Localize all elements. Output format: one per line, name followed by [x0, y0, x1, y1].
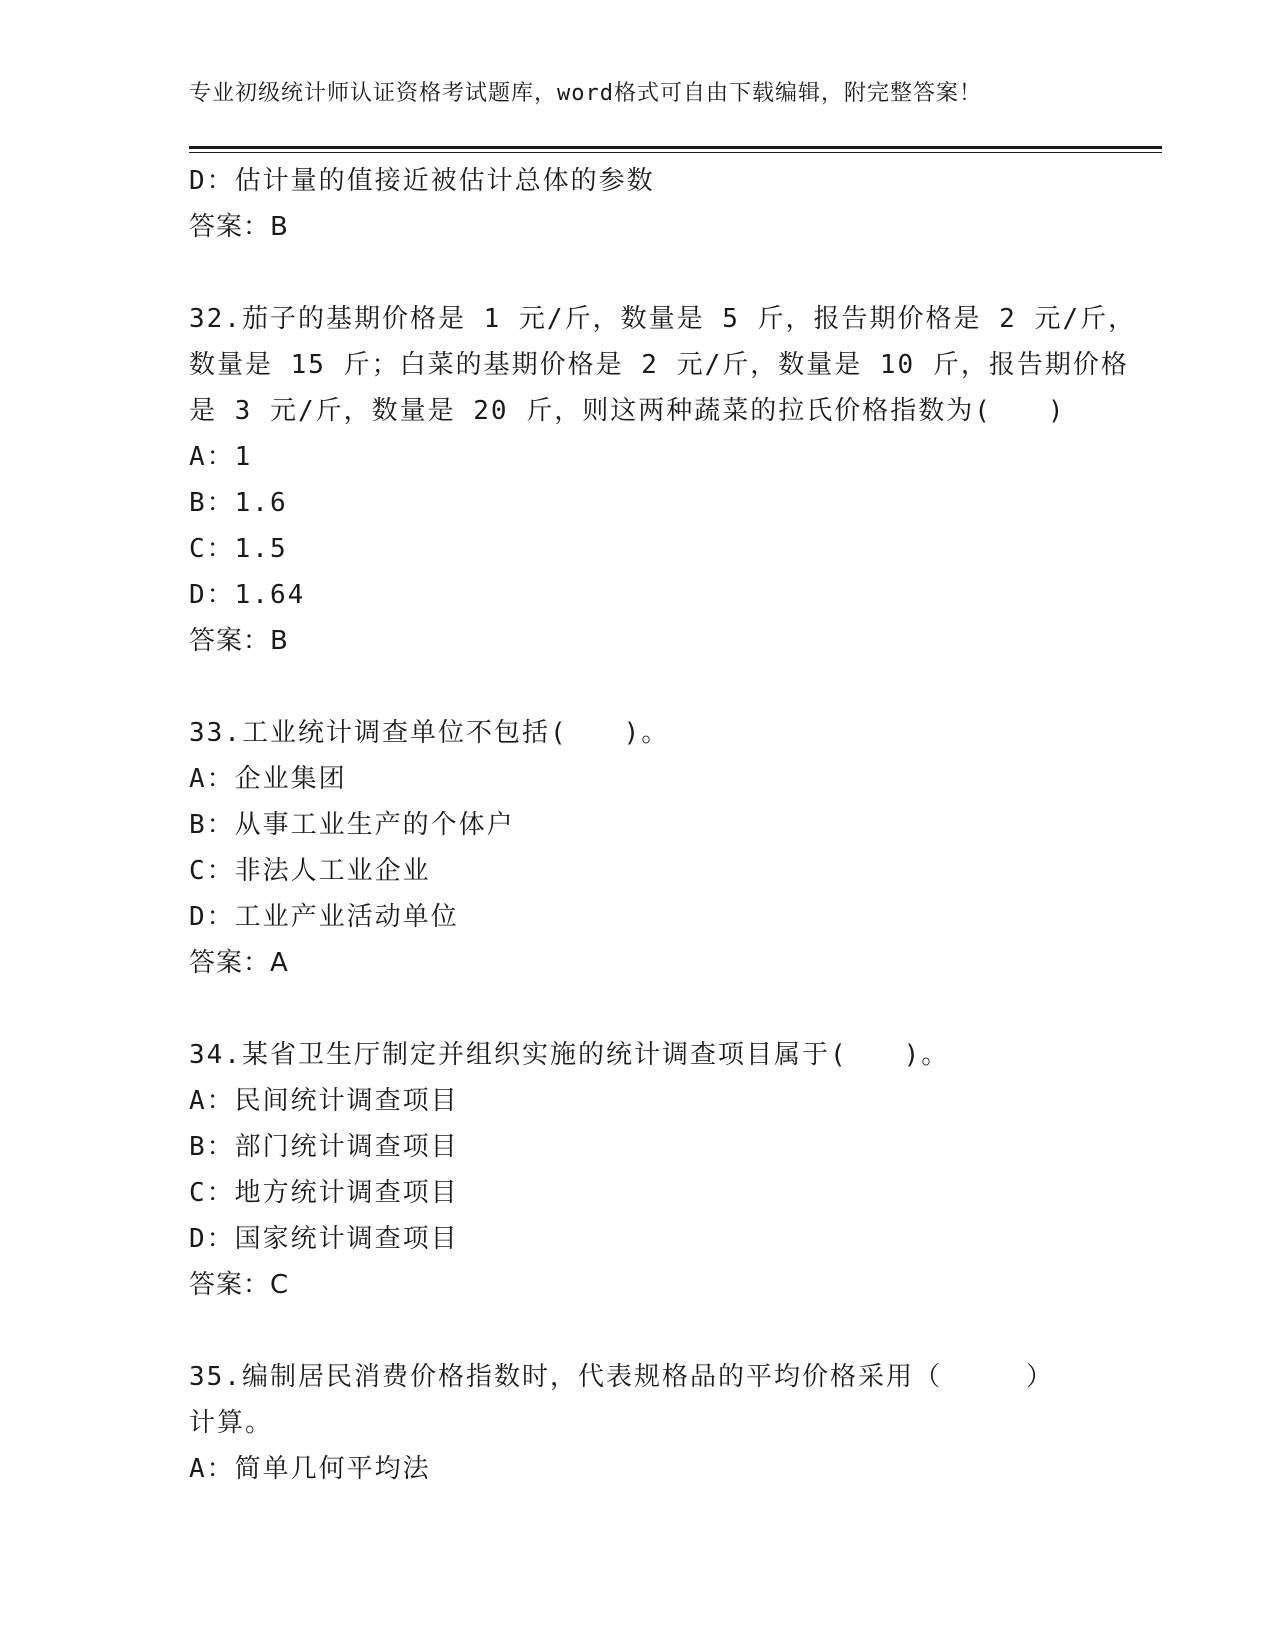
- question-stem-line: 33.工业统计调查单位不包括( )。: [189, 718, 670, 748]
- question-stem-line: 32.茄子的基期价格是 1 元/斤，数量是 5 斤，报告期价格是 2 元/斤，: [189, 304, 1137, 334]
- spacer: [189, 250, 1089, 296]
- option-c: C：地方统计调查项目: [189, 1178, 459, 1208]
- option-c: C：非法人工业企业: [189, 856, 431, 886]
- option-b: B：1.6: [189, 488, 288, 518]
- option-a: A：1: [189, 442, 253, 472]
- question-34: [189, 1032, 1089, 1308]
- option-a: A：企业集团: [189, 764, 347, 794]
- question-stem-line: 数量是 15 斤；白菜的基期价格是 2 元/斤，数量是 10 斤，报告期价格: [189, 350, 1129, 380]
- option-d: D：工业产业活动单位: [189, 902, 459, 932]
- option-d: D：1.64: [189, 580, 306, 610]
- header-rule-thin: [189, 152, 1162, 153]
- answer-line: 答案：C: [189, 1270, 290, 1300]
- question-stem-line: 35.编制居民消费价格指数时，代表规格品的平均价格采用（ ）: [189, 1362, 1054, 1392]
- page-header: 专业初级统计师认证资格考试题库，word格式可自由下载编辑，附完整答案！: [189, 81, 982, 106]
- spacer: [189, 1308, 1089, 1354]
- option-b: B：从事工业生产的个体户: [189, 810, 515, 840]
- answer-line: 答案：A: [189, 948, 289, 978]
- option-a: A：民间统计调查项目: [189, 1086, 459, 1116]
- answer-line: 答案：B: [189, 212, 289, 242]
- question-35: [189, 1354, 1089, 1492]
- option-a: A：简单几何平均法: [189, 1454, 431, 1484]
- spacer: [189, 664, 1089, 710]
- question-31-tail: [189, 158, 1089, 250]
- option-b: B：部门统计调查项目: [189, 1132, 459, 1162]
- question-33: [189, 710, 1089, 986]
- header-rule-thick: [189, 146, 1162, 149]
- question-list: [189, 158, 1137, 1492]
- question-32: [189, 296, 1137, 664]
- question-stem-line: 34.某省卫生厅制定并组织实施的统计调查项目属于( )。: [189, 1040, 950, 1070]
- option-d: D：估计量的值接近被估计总体的参数: [189, 166, 655, 196]
- spacer: [189, 986, 1089, 1032]
- option-d: D：国家统计调查项目: [189, 1224, 459, 1254]
- question-stem-line: 计算。: [189, 1408, 274, 1438]
- option-c: C：1.5: [189, 534, 288, 564]
- answer-line: 答案：B: [189, 626, 289, 656]
- question-stem-line: 是 3 元/斤，数量是 20 斤，则这两种蔬菜的拉氏价格指数为( ): [189, 396, 1066, 426]
